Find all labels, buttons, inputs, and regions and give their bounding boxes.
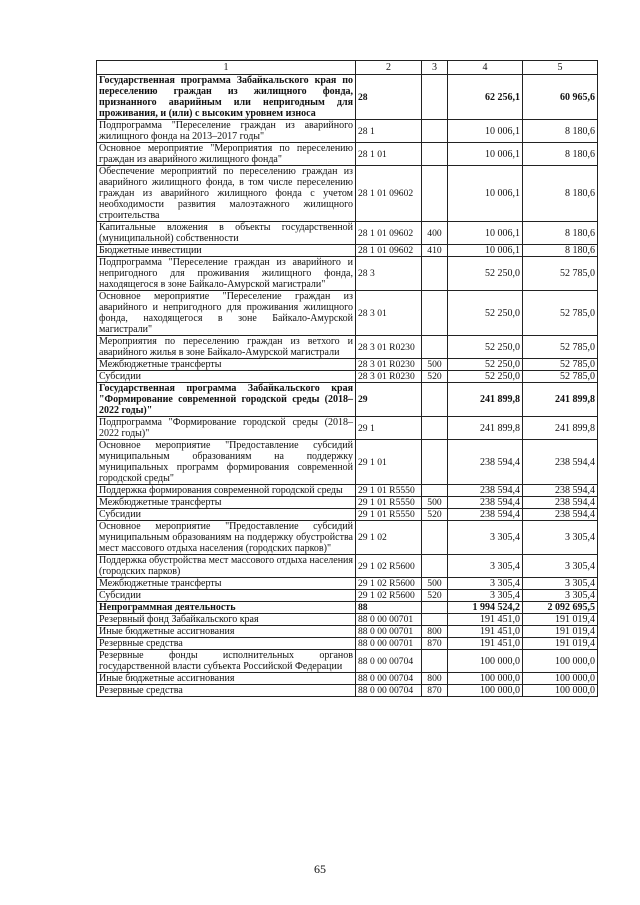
table-row — [97, 417, 598, 440]
row-name-cell: Основное мероприятие "Предоставление субсидий муниципальным образованиям на поддержку муниципальных программ формирования современной городской среды" — [97, 440, 356, 485]
row-value-2018-cell: 10 006,1 — [448, 143, 523, 166]
budget-table-container — [96, 60, 597, 697]
row-type-cell — [422, 650, 448, 673]
row-name-cell: Бюджетные инвестиции — [97, 245, 356, 257]
row-value-2019-cell: 238 594,4 — [523, 497, 598, 509]
row-code-cell: 88 0 00 00704 — [356, 673, 422, 685]
table-row — [97, 555, 598, 578]
table-row — [97, 602, 598, 614]
row-name-cell: Капитальные вложения в объекты государственной (муниципальной) собственности — [97, 222, 356, 245]
table-row — [97, 257, 598, 291]
table-row — [97, 521, 598, 555]
table-row — [97, 440, 598, 485]
row-name-cell: Межбюджетные трансферты — [97, 497, 356, 509]
row-value-2019-cell: 191 019,4 — [523, 614, 598, 626]
row-code-cell: 29 — [356, 383, 422, 417]
table-row — [97, 626, 598, 638]
row-type-cell — [422, 336, 448, 359]
row-value-2019-cell: 241 899,8 — [523, 417, 598, 440]
table-row — [97, 166, 598, 222]
row-name-cell: Мероприятия по переселению граждан из ветхого и аварийного жилья в зоне Байкало-Амурской магистрали — [97, 336, 356, 359]
table-row — [97, 685, 598, 697]
row-value-2018-cell: 52 250,0 — [448, 336, 523, 359]
row-type-cell: 870 — [422, 685, 448, 697]
row-type-cell — [422, 555, 448, 578]
row-type-cell — [422, 614, 448, 626]
row-code-cell: 28 — [356, 75, 422, 120]
row-name-cell: Субсидии — [97, 371, 356, 383]
row-name-cell: Субсидии — [97, 590, 356, 602]
row-type-cell: 800 — [422, 626, 448, 638]
table-row — [97, 75, 598, 120]
row-code-cell: 28 1 01 09602 — [356, 166, 422, 222]
row-name-cell: Государственная программа Забайкальского края по переселению граждан из жилищного фонда, признанного аварийным или непригодным для проживания, и (или) с высоким уровнем износа — [97, 75, 356, 120]
row-type-cell — [422, 257, 448, 291]
row-value-2018-cell: 3 305,4 — [448, 578, 523, 590]
row-code-cell: 29 1 02 R5600 — [356, 578, 422, 590]
row-value-2019-cell: 8 180,6 — [523, 245, 598, 257]
row-name-cell: Подпрограмма "Переселение граждан из аварийного и непригодного для проживания жилищного фонда, находящегося в зоне Байкало-Амурской магистрали" — [97, 257, 356, 291]
table-row — [97, 614, 598, 626]
row-value-2019-cell: 3 305,4 — [523, 590, 598, 602]
row-type-cell — [422, 120, 448, 143]
row-value-2019-cell: 8 180,6 — [523, 222, 598, 245]
row-value-2019-cell: 60 965,6 — [523, 75, 598, 120]
table-row — [97, 336, 598, 359]
row-value-2019-cell: 238 594,4 — [523, 485, 598, 497]
row-value-2019-cell: 52 785,0 — [523, 359, 598, 371]
row-value-2019-cell: 100 000,0 — [523, 685, 598, 697]
row-code-cell: 29 1 01 R5550 — [356, 509, 422, 521]
row-value-2018-cell: 238 594,4 — [448, 485, 523, 497]
row-code-cell: 29 1 01 — [356, 440, 422, 485]
row-value-2018-cell: 238 594,4 — [448, 497, 523, 509]
row-code-cell: 88 0 00 00704 — [356, 650, 422, 673]
row-value-2018-cell: 52 250,0 — [448, 291, 523, 336]
row-value-2018-cell: 10 006,1 — [448, 222, 523, 245]
table-row — [97, 222, 598, 245]
row-code-cell: 88 — [356, 602, 422, 614]
row-value-2019-cell: 191 019,4 — [523, 638, 598, 650]
row-name-cell: Резервные средства — [97, 685, 356, 697]
row-name-cell: Поддержка обустройства мест массового отдыха населения (городских парков) — [97, 555, 356, 578]
row-name-cell: Иные бюджетные ассигнования — [97, 626, 356, 638]
row-value-2018-cell: 241 899,8 — [448, 417, 523, 440]
row-code-cell: 29 1 02 — [356, 521, 422, 555]
header-col-5: 5 — [523, 61, 598, 75]
row-name-cell: Основное мероприятие "Переселение граждан из аварийного и непригодного для проживания жилищного фонда, находящегося в зоне Байкало-Амурской магистрали" — [97, 291, 356, 336]
row-value-2019-cell: 52 785,0 — [523, 291, 598, 336]
row-type-cell — [422, 521, 448, 555]
row-type-cell — [422, 166, 448, 222]
table-row — [97, 359, 598, 371]
table-row — [97, 485, 598, 497]
table-row — [97, 497, 598, 509]
row-type-cell: 520 — [422, 371, 448, 383]
row-type-cell: 500 — [422, 359, 448, 371]
row-value-2018-cell: 3 305,4 — [448, 590, 523, 602]
header-col-1: 1 — [97, 61, 356, 75]
row-value-2018-cell: 191 451,0 — [448, 626, 523, 638]
table-row — [97, 578, 598, 590]
row-value-2018-cell: 10 006,1 — [448, 166, 523, 222]
row-name-cell: Обеспечение мероприятий по переселению граждан из аварийного жилищного фонда, в том числе переселению граждан из аварийного жилищного фонда с учетом необходимости развития малоэтажного жилищного строительства — [97, 166, 356, 222]
row-code-cell: 28 1 — [356, 120, 422, 143]
table-row — [97, 383, 598, 417]
row-value-2018-cell: 10 006,1 — [448, 245, 523, 257]
row-value-2018-cell: 100 000,0 — [448, 673, 523, 685]
table-row — [97, 291, 598, 336]
row-type-cell: 520 — [422, 509, 448, 521]
row-value-2018-cell: 62 256,1 — [448, 75, 523, 120]
row-value-2018-cell: 191 451,0 — [448, 638, 523, 650]
header-col-4: 4 — [448, 61, 523, 75]
row-value-2019-cell: 8 180,6 — [523, 166, 598, 222]
row-name-cell: Подпрограмма "Формирование городской среды (2018–2022 годы)" — [97, 417, 356, 440]
row-code-cell: 28 3 01 — [356, 291, 422, 336]
row-code-cell: 29 1 02 R5600 — [356, 590, 422, 602]
row-value-2019-cell: 100 000,0 — [523, 673, 598, 685]
row-code-cell: 28 1 01 09602 — [356, 245, 422, 257]
row-value-2019-cell: 241 899,8 — [523, 383, 598, 417]
table-row — [97, 371, 598, 383]
row-type-cell — [422, 143, 448, 166]
row-name-cell: Межбюджетные трансферты — [97, 359, 356, 371]
row-name-cell: Основное мероприятие "Предоставление субсидий муниципальным образованиям на поддержку обустройства мест массового отдыха населения (городских парков)" — [97, 521, 356, 555]
row-code-cell: 28 3 01 R0230 — [356, 371, 422, 383]
row-value-2019-cell: 3 305,4 — [523, 521, 598, 555]
row-value-2018-cell: 3 305,4 — [448, 521, 523, 555]
row-code-cell: 29 1 — [356, 417, 422, 440]
row-type-cell: 870 — [422, 638, 448, 650]
row-value-2018-cell: 1 994 524,2 — [448, 602, 523, 614]
row-code-cell: 28 3 01 R0230 — [356, 359, 422, 371]
row-value-2018-cell: 238 594,4 — [448, 440, 523, 485]
row-value-2019-cell: 52 785,0 — [523, 336, 598, 359]
row-code-cell: 29 1 01 R5550 — [356, 497, 422, 509]
table-row — [97, 650, 598, 673]
row-type-cell: 400 — [422, 222, 448, 245]
row-name-cell: Непрограммная деятельность — [97, 602, 356, 614]
budget-table — [96, 60, 598, 697]
budget-table-body — [97, 61, 598, 697]
row-value-2019-cell: 191 019,4 — [523, 626, 598, 638]
row-code-cell: 29 1 01 R5550 — [356, 485, 422, 497]
row-code-cell: 28 3 — [356, 257, 422, 291]
table-header-row — [97, 61, 598, 75]
row-value-2018-cell: 52 250,0 — [448, 257, 523, 291]
row-code-cell: 88 0 00 00701 — [356, 638, 422, 650]
table-row — [97, 590, 598, 602]
row-name-cell: Межбюджетные трансферты — [97, 578, 356, 590]
row-value-2019-cell: 100 000,0 — [523, 650, 598, 673]
row-name-cell: Резервный фонд Забайкальского края — [97, 614, 356, 626]
table-row — [97, 673, 598, 685]
row-name-cell: Субсидии — [97, 509, 356, 521]
row-name-cell: Иные бюджетные ассигнования — [97, 673, 356, 685]
row-value-2018-cell: 191 451,0 — [448, 614, 523, 626]
row-value-2019-cell: 52 785,0 — [523, 371, 598, 383]
row-code-cell: 28 1 01 — [356, 143, 422, 166]
row-type-cell: 410 — [422, 245, 448, 257]
row-code-cell: 29 1 02 R5600 — [356, 555, 422, 578]
row-value-2018-cell: 52 250,0 — [448, 359, 523, 371]
table-row — [97, 143, 598, 166]
page-number: 65 — [314, 862, 326, 876]
row-value-2018-cell: 52 250,0 — [448, 371, 523, 383]
row-value-2019-cell: 2 092 695,5 — [523, 602, 598, 614]
row-name-cell: Основное мероприятие "Мероприятия по переселению граждан из аварийного жилищного фонда" — [97, 143, 356, 166]
row-name-cell: Поддержка формирования современной городской среды — [97, 485, 356, 497]
row-value-2018-cell: 238 594,4 — [448, 509, 523, 521]
row-name-cell: Подпрограмма "Переселение граждан из аварийного жилищного фонда на 2013–2017 годы" — [97, 120, 356, 143]
row-value-2019-cell: 8 180,6 — [523, 120, 598, 143]
row-value-2018-cell: 3 305,4 — [448, 555, 523, 578]
row-code-cell: 28 3 01 R0230 — [356, 336, 422, 359]
header-col-2: 2 — [356, 61, 422, 75]
row-value-2018-cell: 10 006,1 — [448, 120, 523, 143]
row-value-2018-cell: 100 000,0 — [448, 650, 523, 673]
table-row — [97, 245, 598, 257]
row-name-cell: Государственная программа Забайкальского края "Формирование современной городской среды (2018–2022 годы)" — [97, 383, 356, 417]
row-type-cell — [422, 75, 448, 120]
row-type-cell: 500 — [422, 578, 448, 590]
row-code-cell: 88 0 00 00701 — [356, 626, 422, 638]
row-type-cell: 520 — [422, 590, 448, 602]
row-name-cell: Резервные средства — [97, 638, 356, 650]
row-type-cell: 500 — [422, 497, 448, 509]
row-code-cell: 28 1 01 09602 — [356, 222, 422, 245]
row-value-2018-cell: 100 000,0 — [448, 685, 523, 697]
row-type-cell — [422, 440, 448, 485]
row-type-cell — [422, 485, 448, 497]
row-code-cell: 88 0 00 00704 — [356, 685, 422, 697]
row-type-cell — [422, 417, 448, 440]
row-value-2019-cell: 8 180,6 — [523, 143, 598, 166]
row-value-2019-cell: 3 305,4 — [523, 578, 598, 590]
row-value-2019-cell: 238 594,4 — [523, 440, 598, 485]
row-value-2018-cell: 241 899,8 — [448, 383, 523, 417]
row-type-cell: 800 — [422, 673, 448, 685]
row-type-cell — [422, 383, 448, 417]
row-value-2019-cell: 52 785,0 — [523, 257, 598, 291]
table-row — [97, 509, 598, 521]
row-type-cell — [422, 291, 448, 336]
table-row — [97, 120, 598, 143]
row-value-2019-cell: 3 305,4 — [523, 555, 598, 578]
row-name-cell: Резервные фонды исполнительных органов государственной власти субъекта Российской Федерации — [97, 650, 356, 673]
table-row — [97, 638, 598, 650]
row-type-cell — [422, 602, 448, 614]
row-code-cell: 88 0 00 00701 — [356, 614, 422, 626]
row-value-2019-cell: 238 594,4 — [523, 509, 598, 521]
header-col-3: 3 — [422, 61, 448, 75]
